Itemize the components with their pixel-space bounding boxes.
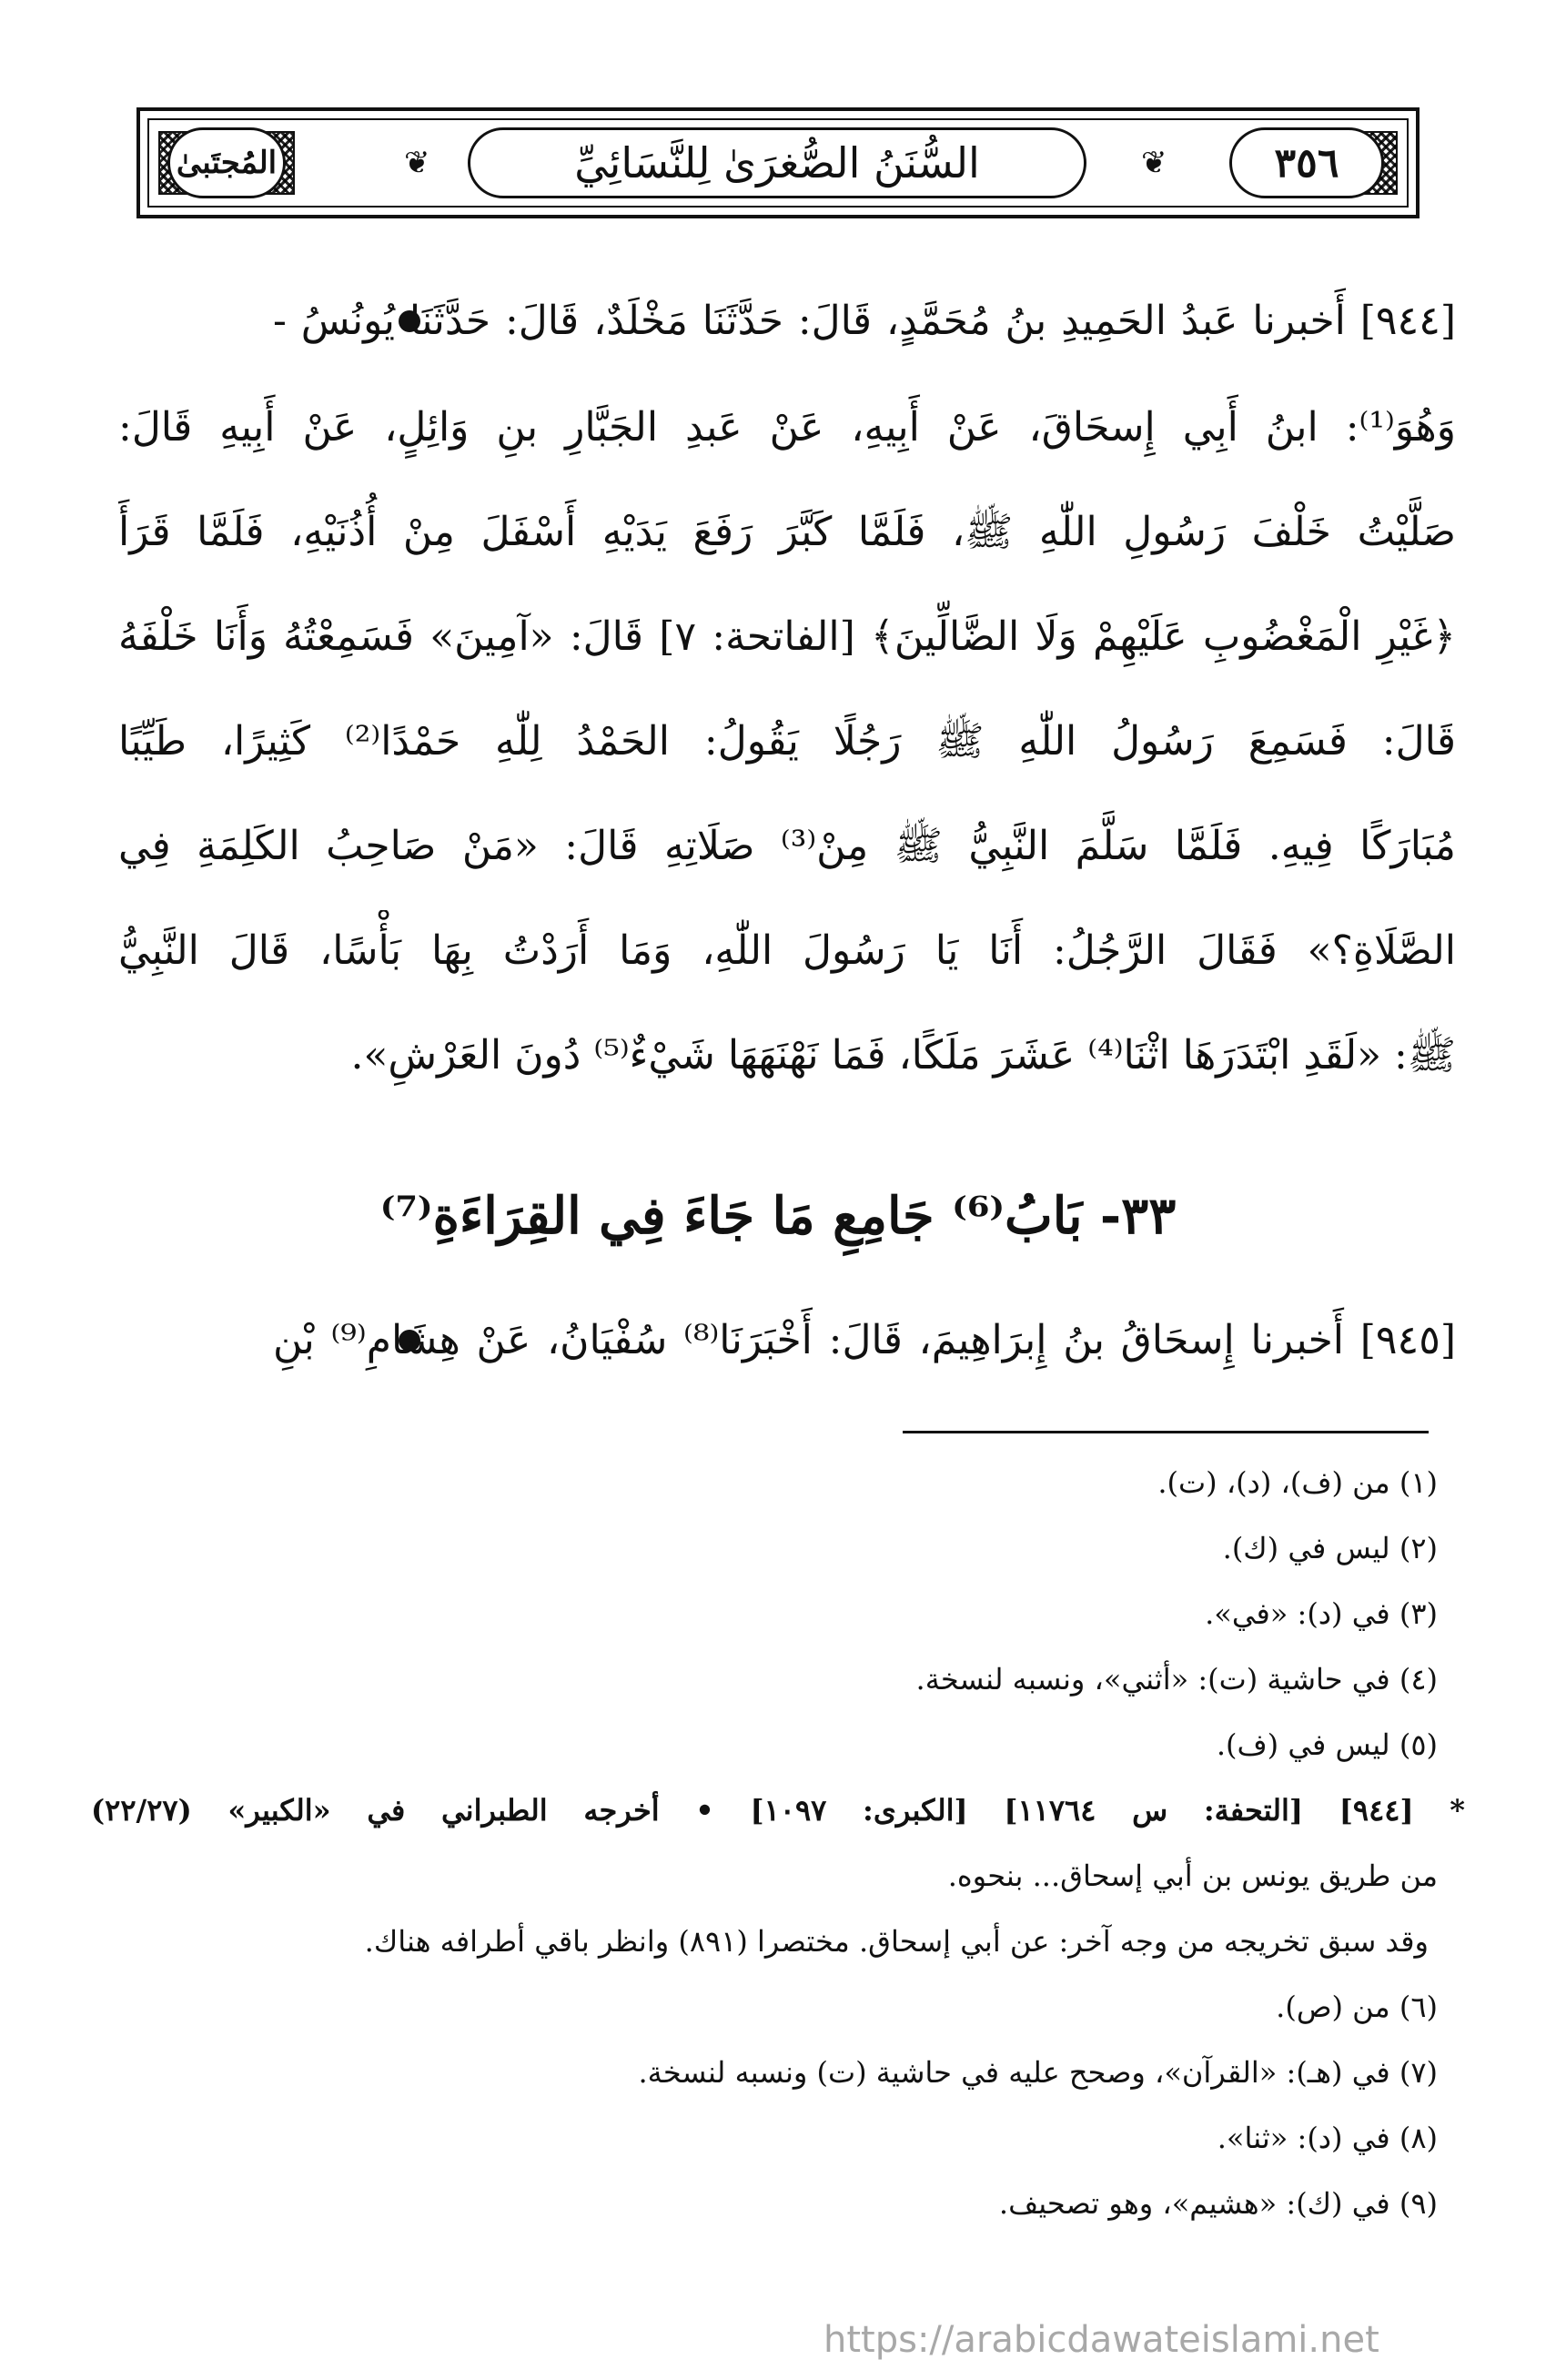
hadith-line: [٩٤٤] أَخبرنا عَبدُ الحَمِيدِ بنُ مُحَمَّدٍ، قَالَ: حَدَّثَنَا مَخْلَدٌ، قَالَ: حَدَّثَنَا يُونُسُ - xyxy=(273,298,1456,344)
footnote: (٩) في (ك): «هشيم»، وهو تصحيف. xyxy=(998,2186,1438,2221)
fleuron-icon: ❦ xyxy=(404,145,430,181)
footnote: (٧) في (هـ): «القرآن»، وصحح عليه في حاشية (ت) ونسبه لنسخة. xyxy=(638,2055,1438,2090)
footnote-separator xyxy=(903,1431,1429,1433)
hadith-line: مُبَارَكًا فِيهِ. فَلَمَّا سَلَّمَ النَّبِيُّ ﷺ مِنْ⁽³⁾ صَلَاتِهِ قَالَ: «مَنْ صَاحِبُ الكَلِمَةِ فِي xyxy=(118,823,1456,869)
hadith-line: الصَّلَاةِ؟» فَقَالَ الرَّجُلُ: أَنَا يَا رَسُولَ اللّٰهِ، وَمَا أَرَدْتُ بِهَا بَأْسًا، قَالَ النَّبِيُّ xyxy=(118,927,1456,974)
hadith-945-line: [٩٤٥] أَخبرنا إِسحَاقُ بنُ إِبرَاهِيمَ، قَالَ: أَخْبَرَنَا⁽⁸⁾ سُفْيَانُ، عَنْ هِشَامِ⁽⁹⁾ بْنِ xyxy=(273,1317,1456,1363)
footnote: (٨) في (د): «ثنا». xyxy=(1217,2121,1438,2155)
page-number: ٣٥٦ xyxy=(1229,127,1384,198)
footnote: (١) من (ف)، (د)، (ت). xyxy=(1157,1465,1438,1500)
side-label: المُجتَبىٰ xyxy=(167,127,286,198)
hadith-line: ﴿غَيْرِ الْمَغْضُوبِ عَلَيْهِمْ وَلَا الضَّالِّينَ﴾ [الفاتحة: ٧] قَالَ: «آمِينَ» فَسَمِعْتُهُ وَأَنَا خَلْفَهُ xyxy=(118,613,1456,660)
hadith-line: صَلَّيْتُ خَلْفَ رَسُولِ اللّٰهِ ﷺ، فَلَمَّا كَبَّرَ رَفَعَ يَدَيْهِ أَسْفَلَ مِنْ أُذُنَيْهِ، فَلَمَّا قَرَأَ xyxy=(118,509,1456,555)
takhrij-line: وقد سبق تخريجه من وجه آخر: عن أبي إسحاق. مختصرا (٨٩١) وانظر باقي أطرافه هناك. xyxy=(364,1924,1429,1959)
footnote: (٤) في حاشية (ت): «أثني»، ونسبه لنسخة. xyxy=(915,1662,1438,1696)
footnote: (٢) ليس في (ك). xyxy=(1222,1531,1438,1565)
footnote: (٥) ليس في (ف). xyxy=(1216,1727,1438,1762)
hadith-line: وَهُوَ⁽¹⁾: ابنُ أَبِي إِسحَاقَ، عَنْ أَبِيهِ، عَنْ عَبدِ الجَبَّارِ بنِ وَائِلٍ، عَنْ أَبِيهِ قَالَ: xyxy=(118,404,1456,451)
page-header xyxy=(136,107,1420,218)
takhrij-line: * [٩٤٤] [التحفة: س ١١٧٦٤] [الكبرى: ١٠٩٧] • أخرجه الطبراني في «الكبير» (٢٢/٢٧) xyxy=(91,1793,1466,1828)
footnote: (٦) من (ص). xyxy=(1276,1990,1438,2024)
hadith-line: ﷺ: «لَقَدِ ابْتَدَرَهَا اثْنَا⁽⁴⁾ عَشَرَ مَلَكًا، فَمَا نَهْنَهَهَا شَيْءٌ⁽⁵⁾ دُونَ العَرْشِ». xyxy=(350,1032,1456,1079)
footnote: (٣) في (د): «في». xyxy=(1205,1596,1438,1631)
takhrij-line: من طريق يونس بن أبي إسحاق... بنحوه. xyxy=(947,1858,1438,1893)
watermark-url: https://arabicdawateislami.net xyxy=(823,2319,1379,2361)
hadith-line: قَالَ: فَسَمِعَ رَسُولُ اللّٰهِ ﷺ رَجُلًا يَقُولُ: الحَمْدُ لِلّٰهِ حَمْدًا⁽²⁾ كَثِيرًا، طَيِّبًا xyxy=(118,718,1456,765)
book-title: السُّنَنُ الصُّغرَىٰ لِلنَّسَائِيِّ xyxy=(468,127,1086,198)
chapter-heading: ٣٣- بَابُ⁽⁶⁾ جَامِعِ مَا جَاءَ فِي القِرَاءَةِ⁽⁷⁾ xyxy=(379,1186,1177,1246)
fleuron-icon: ❦ xyxy=(1141,145,1167,181)
